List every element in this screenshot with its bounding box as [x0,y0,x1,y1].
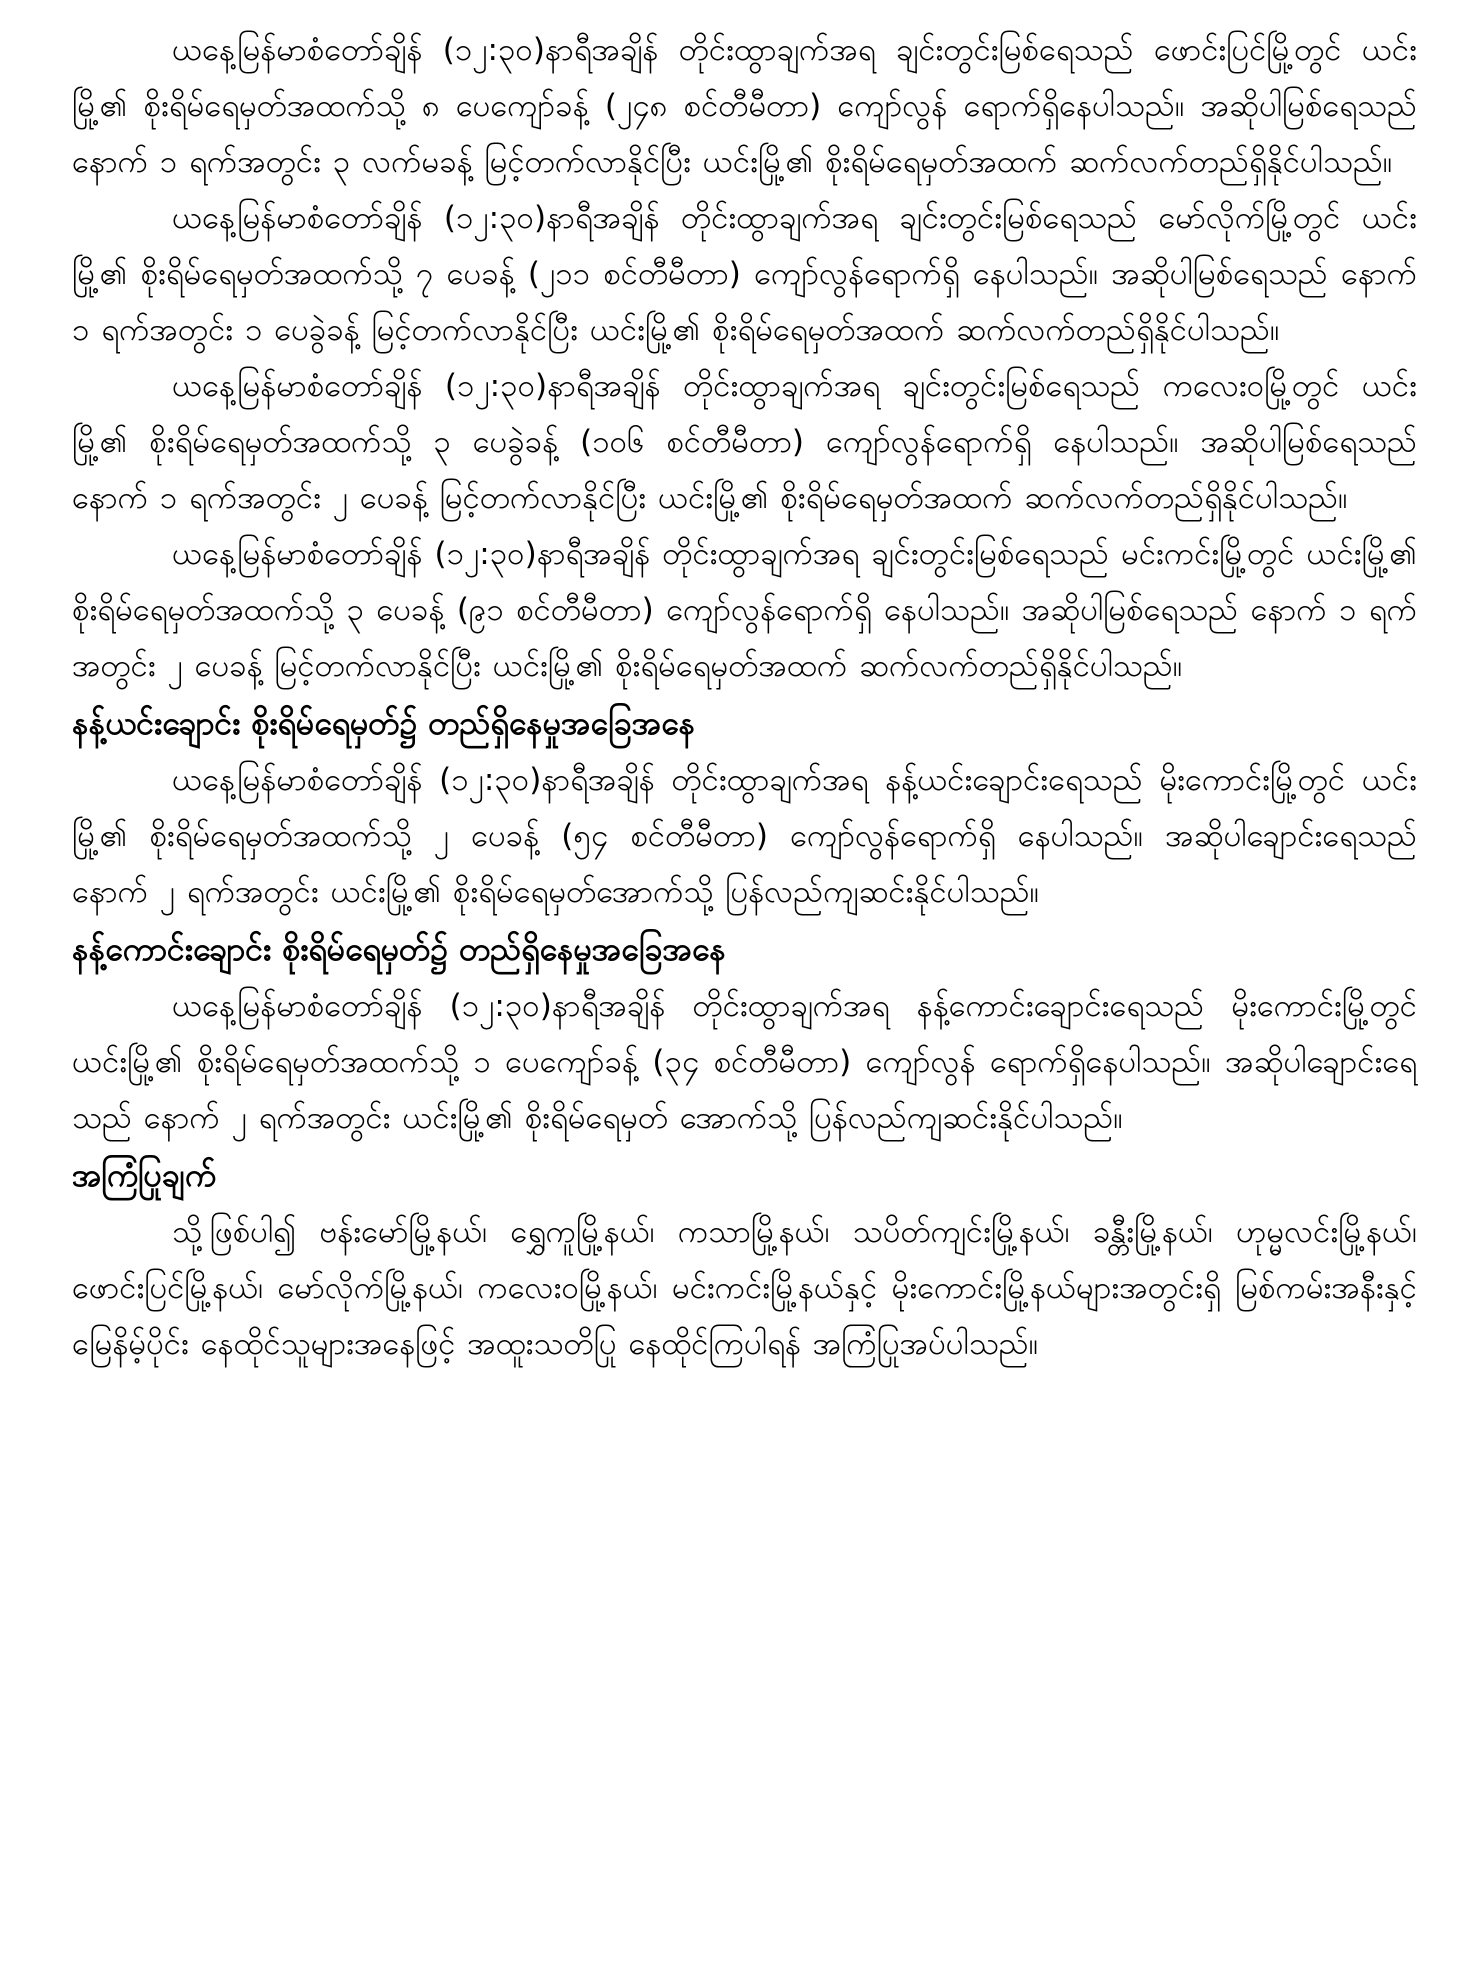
paragraph-nanyin: ယနေ့မြန်မာစံတော်ချိန် (၁၂:၃၀)နာရီအချိန် တိုင်းထွာချက်အရ နန့်ယင်းချောင်းရေသည် မိုးကောင်းမြို့တွင် ယင်းမြို့၏ စိုးရိမ်ရေမှတ်အထက်သို့ ၂ ပေခန့် (၅၄ စင်တီမီတာ) ကျော်လွန်ရောက်ရှိ နေပါသည်။ အဆိုပါချောင်းရေသည် နောက် ၂ ရက်အတွင်း ယင်းမြို့၏ စိုးရိမ်ရေမှတ်အောက်သို့ ပြန်လည်ကျဆင်းနိုင်ပါသည်။ [72,762,1417,910]
paragraph-advice: သို့ဖြစ်ပါ၍ ဗန်းမော်မြို့နယ်၊ ရွှေကူမြို့နယ်၊ ကသာမြို့နယ်၊ သပိတ်ကျင်းမြို့နယ်၊ ခန္တီးမြို့နယ်၊ ဟုမ္မလင်းမြို့နယ်၊ ဖောင်းပြင်မြို့နယ်၊ မော်လိုက်မြို့နယ်၊ ကလေးဝမြို့နယ်၊ မင်းကင်းမြို့နယ်နှင့် မိုးကောင်းမြို့နယ်များအတွင်းရှိ မြစ်ကမ်းအနီးနှင့်မြေနိမ့်ပိုင်း နေထိုင်သူများအနေဖြင့် အထူးသတိပြု နေထိုင်ကြပါရန် အကြံပြုအပ်ပါသည်။ [72,1214,1417,1362]
paragraph-phaungpyin: ယနေ့မြန်မာစံတော်ချိန် (၁၂:၃၀)နာရီအချိန် တိုင်းထွာချက်အရ ချင်းတွင်းမြစ်ရေသည် ဖောင်းပြင်မြို့တွင် ယင်းမြို့၏ စိုးရိမ်ရေမှတ်အထက်သို့ ၈ ပေကျော်ခန့် (၂၄၈ စင်တီမီတာ) ကျော်လွန် ရောက်ရှိနေပါသည်။ အဆိုပါမြစ်ရေသည် နောက် ၁ ရက်အတွင်း ၃ လက်မခန့် မြင့်တက်လာနိုင်ပြီး ယင်းမြို့၏ စိုးရိမ်ရေမှတ်အထက် ဆက်လက်တည်ရှိနိုင်ပါသည်။ [72,32,1417,180]
paragraph-mawlaik: ယနေ့မြန်မာစံတော်ချိန် (၁၂:၃၀)နာရီအချိန် တိုင်းထွာချက်အရ ချင်းတွင်းမြစ်ရေသည် မော်လိုက်မြို့တွင် ယင်းမြို့၏ စိုးရိမ်ရေမှတ်အထက်သို့ ၇ ပေခန့် (၂၁၁ စင်တီမီတာ) ကျော်လွန်ရောက်ရှိ နေပါသည်။ အဆိုပါမြစ်ရေသည် နောက် ၁ ရက်အတွင်း ၁ ပေခွဲခန့် မြင့်တက်လာနိုင်ပြီး ယင်းမြို့၏ စိုးရိမ်ရေမှတ်အထက် ဆက်လက်တည်ရှိနိုင်ပါသည်။ [72,200,1417,348]
paragraph-mingin: ယနေ့မြန်မာစံတော်ချိန် (၁၂:၃၀)နာရီအချိန် တိုင်းထွာချက်အရ ချင်းတွင်းမြစ်ရေသည် မင်းကင်းမြို့တွင် ယင်းမြို့၏ စိုးရိမ်ရေမှတ်အထက်သို့ ၃ ပေခန့် (၉၁ စင်တီမီတာ) ကျော်လွန်ရောက်ရှိ နေပါသည်။ အဆိုပါမြစ်ရေသည် နောက် ၁ ရက်အတွင်း ၂ ပေခန့် မြင့်တက်လာနိုင်ပြီး ယင်းမြို့၏ စိုးရိမ်ရေမှတ်အထက် ဆက်လက်တည်ရှိနိုင်ပါသည်။ [72,536,1417,684]
section-heading-advice: အကြံပြုချက် [72,1156,217,1194]
section-heading-nanyin: နန့်ယင်းချောင်း စိုးရိမ်ရေမှတ်၌ တည်ရှိနေမှုအခြေအနေ [72,704,696,742]
section-heading-nankaung: နန့်ကောင်းချောင်း စိုးရိမ်ရေမှတ်၌ တည်ရှိနေမှုအခြေအနေ [72,930,726,968]
paragraph-nankaung: ယနေ့မြန်မာစံတော်ချိန် (၁၂:၃၀)နာရီအချိန် တိုင်းထွာချက်အရ နန့်ကောင်းချောင်းရေသည် မိုးကောင်းမြို့တွင် ယင်းမြို့၏ စိုးရိမ်ရေမှတ်အထက်သို့ ၁ ပေကျော်ခန့် (၃၄ စင်တီမီတာ) ကျော်လွန် ရောက်ရှိနေပါသည်။ အဆိုပါချောင်းရေသည် နောက် ၂ ရက်အတွင်း ယင်းမြို့၏ စိုးရိမ်ရေမှတ် အောက်သို့ ပြန်လည်ကျဆင်းနိုင်ပါသည်။ [72,988,1417,1136]
paragraph-kalewa: ယနေ့မြန်မာစံတော်ချိန် (၁၂:၃၀)နာရီအချိန် တိုင်းထွာချက်အရ ချင်းတွင်းမြစ်ရေသည် ကလေးဝမြို့တွင် ယင်းမြို့၏ စိုးရိမ်ရေမှတ်အထက်သို့ ၃ ပေခွဲခန့် (၁၀၆ စင်တီမီတာ) ကျော်လွန်ရောက်ရှိ နေပါသည်။ အဆိုပါမြစ်ရေသည် နောက် ၁ ရက်အတွင်း ၂ ပေခန့် မြင့်တက်လာနိုင်ပြီး ယင်းမြို့၏ စိုးရိမ်ရေမှတ်အထက် ဆက်လက်တည်ရှိနိုင်ပါသည်။ [72,368,1417,516]
